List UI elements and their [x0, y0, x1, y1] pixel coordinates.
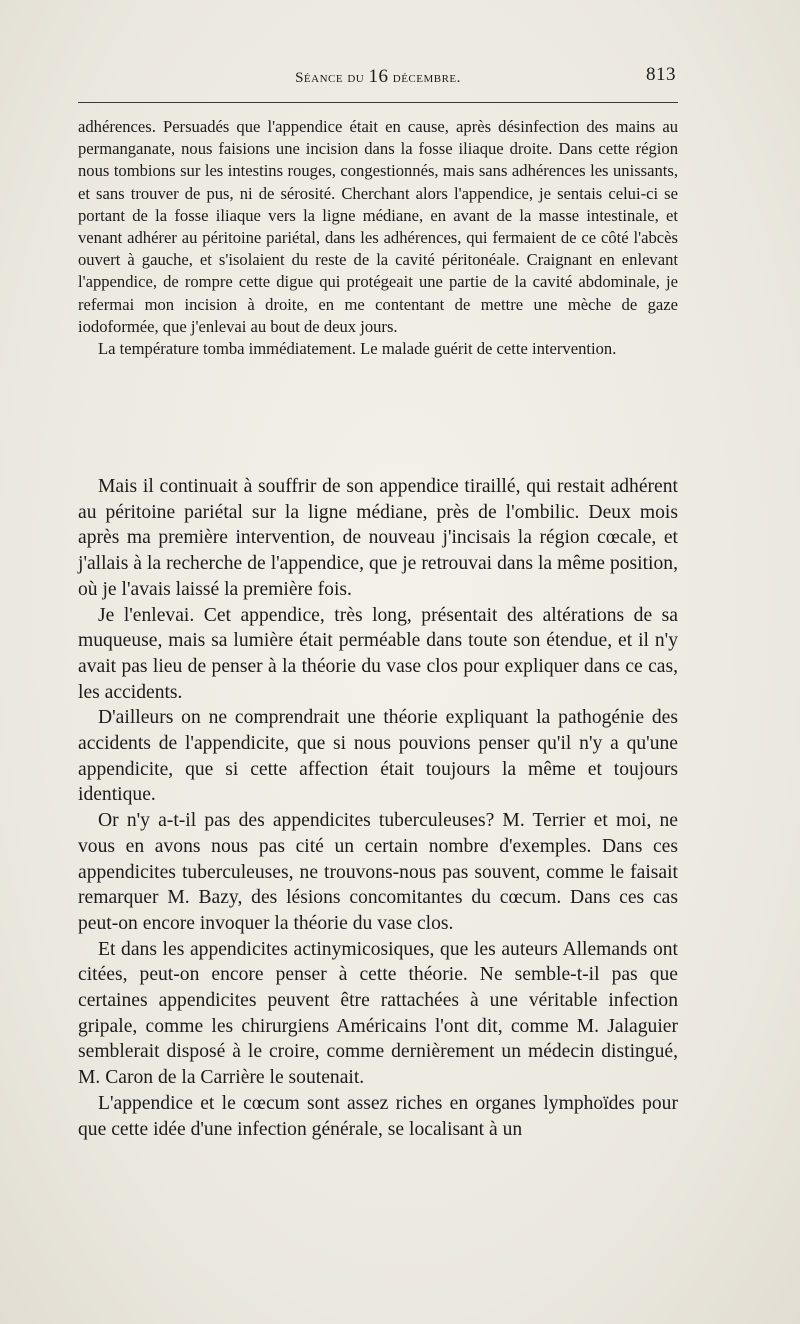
running-head-prefix: Séance du: [295, 70, 365, 86]
paragraph: Or n'y a-t-il pas des appendicites tuberculeuses? M. Terrier et moi, ne vous en avons nous pas cité un certain nombre d'exemples. Dans ces appendicites tuberculeuses, ne trouvons-nous pas souvent, comme le faisait remarquer M. Bazy, des lésions concomitantes du cœcum. Dans ces cas peut-on encore invoquer la théorie du vase clos.: [78, 810, 678, 934]
running-head-suffix: décembre.: [392, 70, 461, 86]
paragraph: Mais il continuait à souffrir de son appendice tiraillé, qui restait adhérent au péritoine pariétal sur la ligne médiane, près de l'ombilic. Deux mois après ma première intervention, de nouveau j'incisais la région cœcale, et j'allais à la recherche de l'appendice, que je retrouvai dans la même position, où je l'avais laissé la première fois.: [78, 476, 678, 600]
running-head-day: 16: [368, 66, 389, 87]
header-rule: [78, 102, 678, 103]
paragraph: D'ailleurs on ne comprendrait une théorie expliquant la pathogénie des accidents de l'appendicite, que si nous pouvions penser qu'il n'y a qu'une appendicite, que si cette affection était toujours la même et toujours identique.: [78, 707, 678, 806]
small-print-block: [78, 116, 678, 360]
page-header: [78, 64, 678, 90]
page-number: 813: [646, 64, 676, 85]
paragraph: adhérences. Persuadés que l'appendice était en cause, après désinfection des mains au permanganate, nous faisions une incision dans la fosse iliaque droite. Dans cette région nous tombions sur les intestins rouges, congestionnés, mais sans adhérences les unissants, et sans trouver de pus, ni de sérosité. Cherchant alors l'appendice, je sentais celui-ci se portant de la fosse iliaque vers la ligne médiane, en avant de la masse intestinale, et venant adhérer au péritoine pariétal, dans les adhérences, qui fermaient de ce côté l'abcès ouvert à gauche, et s'isolaient du reste de la cavité péritonéale. Craignant en enlevant l'appendice, de rompre cette digue qui protégeait une partie de la cavité abdominale, je refermai mon incision à droite, en me contentant de mettre une mèche de gaze iodoformée, que j'enlevai au bout de deux jours.: [78, 117, 678, 336]
paragraph: Et dans les appendicites actinymicosiques, que les auteurs Allemands ont citées, peut-on encore penser à cette théorie. Ne semble-t-il pas que certaines appendicites peuvent être rattachées à une véritable infection gripale, comme les chirurgiens Américains l'ont dit, comme M. Jalaguier semblerait disposé à le croire, comme dernièrement un médecin distingué, M. Caron de la Carrière le soutenait.: [78, 938, 678, 1089]
running-head: [78, 66, 678, 88]
paragraph: Je l'enlevai. Cet appendice, très long, présentait des altérations de sa muqueuse, mais sa lumière était perméable dans toute son étendue, et il n'y avait pas lieu de penser à la théorie du vase clos pour expliquer dans ce cas, les accidents.: [78, 604, 678, 703]
paragraph: L'appendice et le cœcum sont assez riches en organes lymphoïdes pour que cette idée d'une infection générale, se localisant à un: [78, 1092, 678, 1140]
paragraph: La température tomba immédiatement. Le malade guérit de cette intervention.: [98, 339, 617, 359]
main-text-block: [78, 474, 678, 1142]
